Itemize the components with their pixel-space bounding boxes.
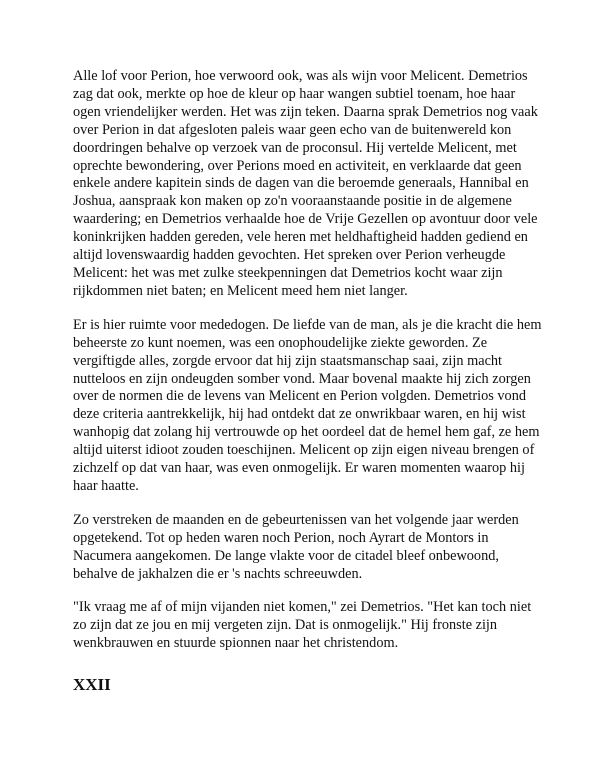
paragraph-4: "Ik vraag me af of mijn vijanden niet komen," zei Demetrios. "Het kan toch niet zo zijn dat ze jou en mij vergeten zijn. Dat is onmogelijk." Hij fronste zijn wenkbrauwen en stuurde spionnen naar het christendom. bbox=[73, 599, 532, 652]
paragraph-2: Er is hier ruimte voor mededogen. De liefde van de man, als je die kracht die hem beheerste zo kunt noemen, was een onophoudelijke ziekte geworden. Ze vergiftigde alles, zorgde ervoor dat hij zijn staatsmanschap saai, zijn macht nutteloos en zijn ondeugden somber vond. Maar bovenal maakte hij zich zorgen over de normen die de levens van Melicent en Perion volgden. Demetrios vond deze criteria aantrekkelijk, hij had ontdekt dat ze onwrikbaar waren, en hij wist wanhopig dat zolang hij vertrouwde op het oordeel dat de hemel hem gaf, ze hem altijd uiterst idioot zouden toeschijnen. Melicent op zijn eigen niveau brengen of zichzelf op dat van haar, was even onmogelijk. Er waren momenten waarop hij haar haatte. bbox=[73, 316, 542, 494]
paragraph-1: Alle lof voor Perion, hoe verwoord ook, was als wijn voor Melicent. Demetrios zag dat ook, merkte op hoe de kleur op haar wangen subtiel toenam, hoe haar ogen vriendelijker werden. Het was zijn teken. Daarna sprak Demetrios nog vaak over Perion in dat afgesloten paleis waar geen echo van de buitenwereld kon doordringen behalve op verzoek van de proconsul. Hij vertelde Melicent, met oprechte bewondering, over Perions moed en activiteit, en verklaarde dat geen enkele andere kapitein sinds de dagen van die beroemde generaals, Hannibal en Joshua, aanspraak kon maken op zo'n vooraanstaande positie in de algemene waardering; en Demetrios verhaalde hoe de Vrije Gezellen op avontuur door vele koninkrijken hadden gereden, vele heren met heldhaftigheid hadden gediend en altijd lovenswaardig hadden gevochten. Het spreken over Perion verheugde Melicent: het was met zulke steekpenningen dat Demetrios kocht waar zijn rijkdommen niet baten; en Melicent meed hem niet langer. bbox=[73, 68, 538, 299]
document-page bbox=[73, 68, 543, 695]
paragraph-3: Zo verstreken de maanden en de gebeurtenissen van het volgende jaar werden opgetekend. Tot op heden waren noch Perion, noch Ayrart de Montors in Nacumera aangekomen. De lange vlakte voor de citadel bleef onbewoond, behalve de jakhalzen die er 's nachts schreeuwden. bbox=[73, 511, 519, 582]
chapter-heading: XXII bbox=[73, 675, 111, 695]
